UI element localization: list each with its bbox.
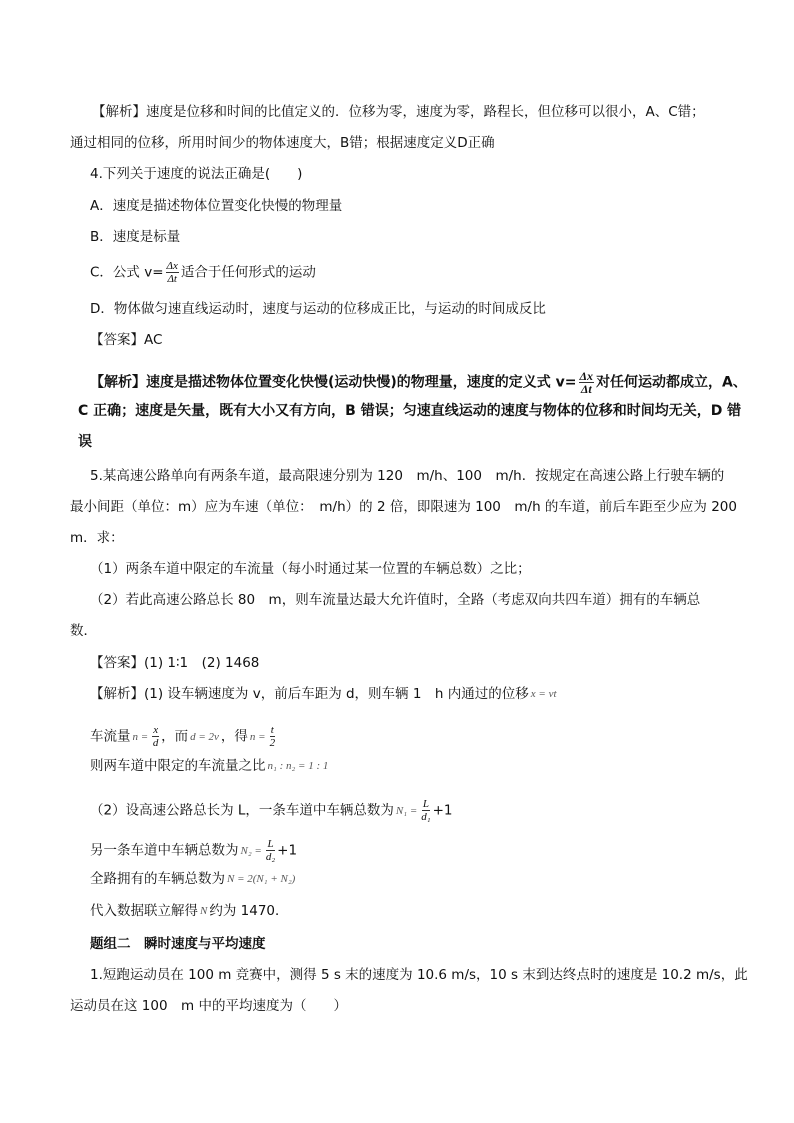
q5-lane1-label: （2）设高速公路总长为 L，一条车道中车辆总数为 (90, 802, 394, 819)
q5-analysis-line6 (90, 870, 297, 888)
q3-analysis-line2: 通过相同的位移，所用时间少的物体速度大，B错；根据速度定义D正确 (70, 135, 495, 151)
velocity-formula (166, 260, 179, 285)
q5-subquestion-1: （1）两条车道中限定的车流量（每小时通过某一位置的车辆总数）之比； (90, 561, 531, 577)
q4-analysis-suffix: 对任何运动都成立，A、 (596, 374, 747, 391)
q5-answer: 【答案】(1) 1∶1 (2) 1468 (90, 655, 260, 671)
q5-total-label: 全路拥有的车辆总数为 (90, 871, 225, 887)
distance-formula: d = 2v (190, 730, 219, 743)
fraction-numerator: x (153, 724, 159, 736)
q4-option-a: A．速度是描述物体位置变化快慢的物理量 (90, 198, 343, 214)
q5-analysis-connector-2: ，得 (220, 728, 248, 745)
flow-result-lhs: n = (249, 730, 266, 743)
lane2-formula-fraction (266, 838, 275, 863)
q5-lane2-label: 另一条车道中车辆总数为 (90, 842, 239, 859)
lane2-formula-plus: +1 (277, 842, 298, 859)
fraction-denominator: d₂ (265, 851, 276, 863)
total-symbol: N (200, 905, 208, 917)
q5-result-prefix: 代入数据联立解得 (90, 903, 198, 919)
fraction-numerator: L (267, 838, 274, 850)
total-formula: N = 2(N₁ + N₂) (227, 873, 296, 885)
lane1-formula-lhs: N₁ = (395, 804, 418, 817)
q4-answer: 【答案】AC (90, 332, 163, 348)
q5-analysis-line4 (90, 798, 452, 823)
flow-result-fraction (270, 724, 276, 749)
section-heading: 题组二 瞬时速度与平均速度 (90, 936, 266, 952)
fraction-denominator: d₁ (421, 811, 431, 823)
q5-stem-line2: 最小间距（单位：m）应为车速（单位： m/h）的 2 倍，即限速为 100 m/h 的车道，前后车距至少应为 200 (70, 499, 737, 515)
lane2-formula-lhs: N₂ = (240, 844, 262, 857)
q4-analysis-line3: 误 (78, 434, 92, 450)
velocity-definition-formula (579, 370, 595, 395)
q4-analysis-line1 (90, 370, 747, 395)
q5-flow-label: 车流量 (90, 728, 131, 745)
q4-analysis-line2: C 正确；速度是矢量，既有大小又有方向，B 错误；匀速直线运动的速度与物体的位移和时间均无关，D 错 (78, 403, 742, 419)
q4-stem: 4.下列关于速度的说法正确是( ) (90, 166, 303, 182)
q5-subquestion-2-line1: （2）若此高速公路总长 80 m，则车流量达最大允许值时，全路（考虑双向共四车道）拥有的车辆总 (90, 592, 701, 608)
group2-q1-line2: 运动员在这 100 m 中的平均速度为（ ） (70, 998, 347, 1014)
fraction-numerator: Δx (166, 260, 178, 272)
q4-option-c-suffix: 适合于任何形式的运动 (180, 264, 316, 281)
q5-analysis-line3 (90, 757, 330, 775)
q5-analysis-line2 (90, 724, 277, 749)
fraction-numerator: Δx (579, 369, 594, 383)
fraction-numerator: t (270, 724, 274, 736)
flow-formula-fraction (152, 724, 159, 749)
q4-option-b: B．速度是标量 (90, 229, 181, 245)
q5-analysis-line5 (90, 838, 297, 863)
q5-stem-line3: m．求： (70, 530, 124, 546)
flow-formula-lhs: n = (132, 730, 149, 743)
lane1-formula-plus: +1 (432, 802, 453, 819)
q5-analysis-line7 (90, 902, 289, 920)
displacement-formula: x = vt (530, 688, 557, 700)
q5-ratio-label: 则两车道中限定的车流量之比 (90, 758, 266, 774)
q4-option-c-prefix: C．公式 v= (90, 264, 164, 281)
q5-analysis-line1 (90, 685, 559, 703)
q4-option-d: D．物体做匀速直线运动时，速度与运动的位移成正比，与运动的时间成反比 (90, 301, 546, 317)
q5-analysis-connector: ，而 (161, 728, 189, 745)
q5-result-suffix: 约为 1470． (209, 903, 289, 919)
q5-stem-line1: 5.某高速公路单向有两条车道，最高限速分别为 120 m/h、100 m/h．按规定在高速公路上行驶车辆的 (90, 468, 725, 484)
q5-analysis-text: 【解析】(1) 设车辆速度为 v，前后车距为 d，则车辆 1 h 内通过的位移 (90, 686, 529, 702)
q5-subquestion-2-line2: 数． (70, 623, 97, 639)
q3-analysis-line1: 【解析】速度是位移和时间的比值定义的．位移为零，速度为零，路程长，但位移可以很小，A、C错； (92, 104, 705, 120)
lane1-formula-fraction (421, 798, 430, 823)
q4-analysis-prefix: 【解析】速度是描述物体位置变化快慢(运动快慢)的物理量，速度的定义式 v= (90, 374, 577, 391)
fraction-denominator: Δt (580, 382, 592, 396)
q4-option-c (90, 260, 316, 285)
group2-q1-line1: 1.短跑运动员在 100 m 竞赛中，测得 5 s 末的速度为 10.6 m/s，10 s 末到达终点时的速度是 10.2 m/s，此 (90, 967, 748, 983)
fraction-denominator: 2 (269, 737, 276, 749)
fraction-numerator: L (422, 798, 429, 810)
ratio-formula: n₁ : n₂ = 1 : 1 (267, 760, 329, 772)
fraction-denominator: Δt (167, 273, 177, 285)
fraction-denominator: d (152, 737, 159, 749)
